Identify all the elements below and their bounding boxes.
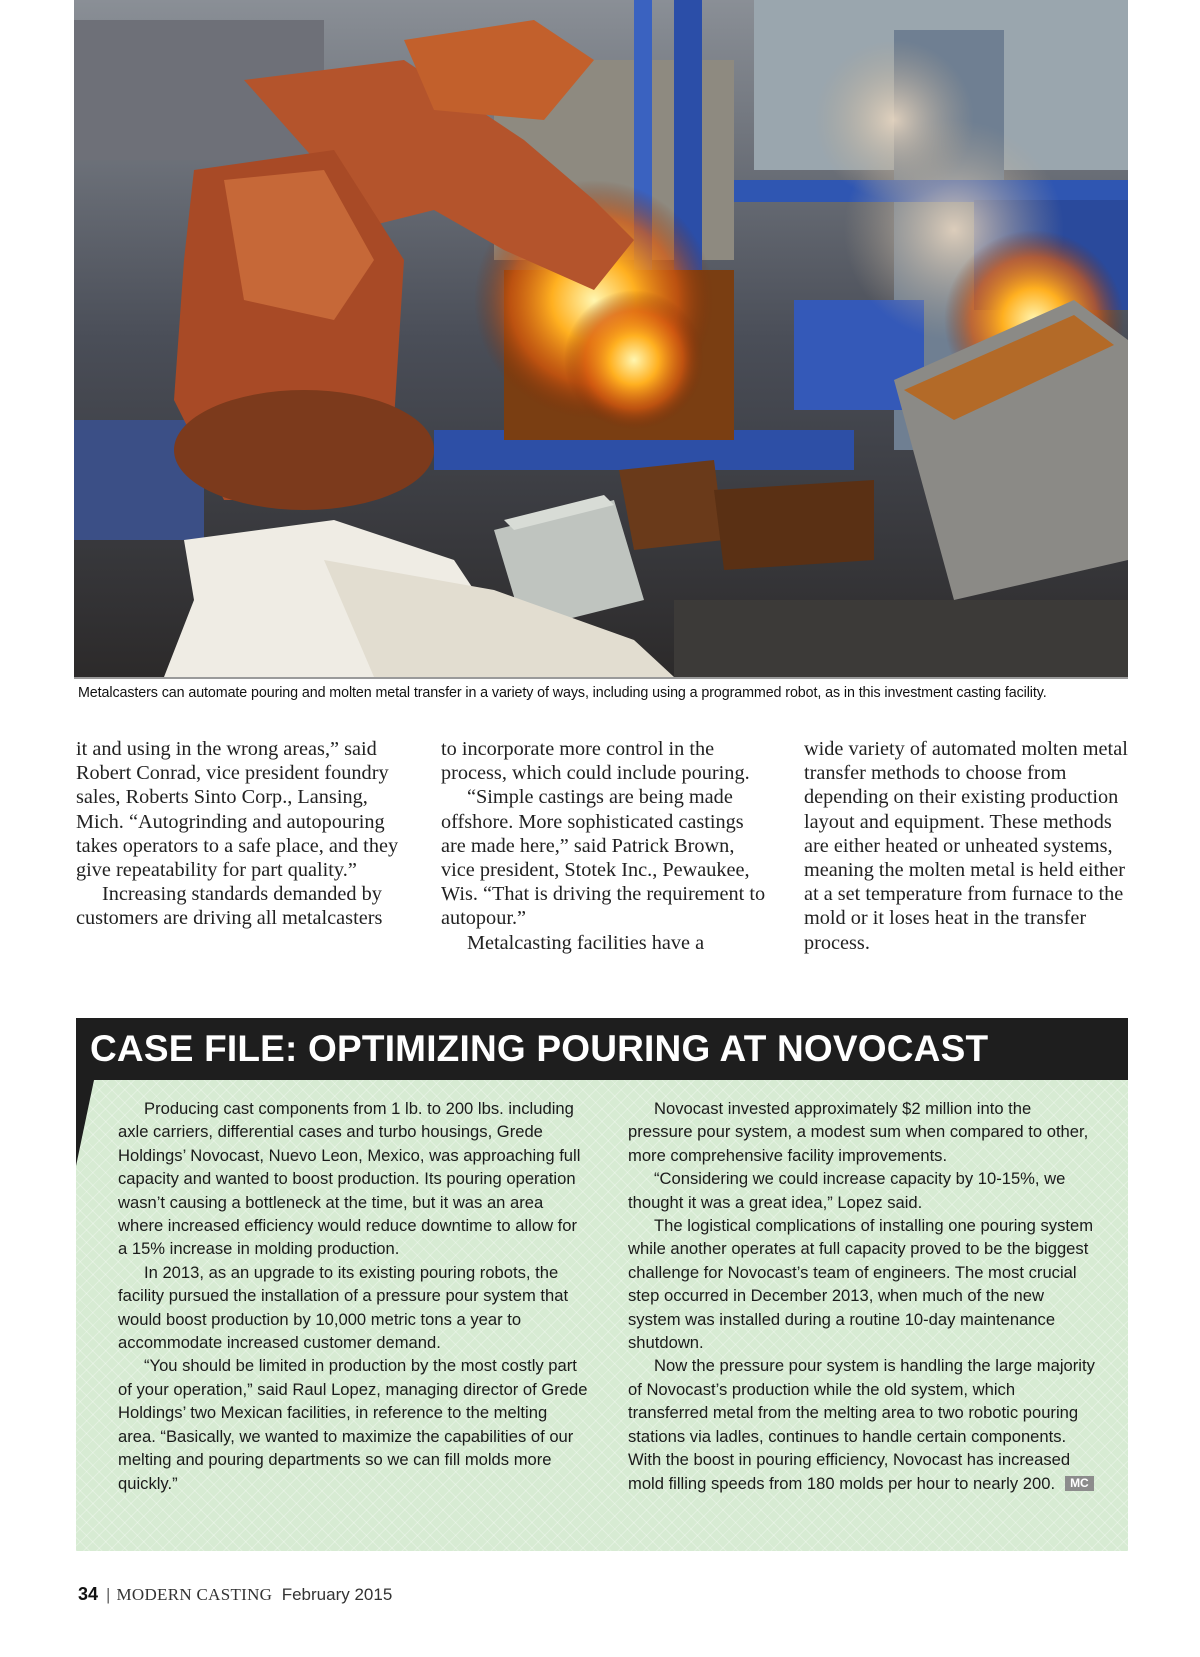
article-paragraph: to incorporate more control in the process, which could include pouring. [441, 738, 750, 785]
issue-date: February 2015 [281, 1585, 393, 1604]
article-column-2 [441, 737, 771, 955]
sidebar-paragraph: The logistical complications of installing one pouring system while another operates at full capacity proved to be the biggest challenge for Novocast’s team of engineers. The most crucial step occurred in December 2013, when much of the new system was installed during a routine 10-day maintenance shutdown. [628, 1216, 1094, 1353]
sidebar-paragraph: “You should be limited in production by the most costly part of your operation,” said Raul Lopez, managing director of Grede Holdings’ two Mexican facilities, in reference to the melting area. “Basically, we wanted to maximize the capabilities of our melting and pouring departments so we can fill molds more quickly.” [118, 1356, 588, 1493]
sidebar-column-2 [628, 1097, 1098, 1495]
sidebar-last-text: Now the pressure pour system is handling the large majority of Novocast’s production while the old system, which transferred metal from the melting area to two robotic pouring stations via ladles, continues to handle certain components. With the boost in pouring efficiency, Novocast has increased mold filling speeds from 180 molds per hour to nearly 200. [628, 1356, 1095, 1493]
sidebar-paragraph: Novocast invested approximately $2 million into the pressure pour system, a modest sum when compared to other, more comprehensive facility improvements. [628, 1099, 1089, 1165]
sidebar-paragraph: In 2013, as an upgrade to its existing pouring robots, the facility pursued the installation of a pressure pour system that would boost production by 10,000 metric tons a year to accommodate increased customer demand. [118, 1262, 569, 1353]
article-paragraph: wide variety of automated molten metal transfer methods to choose from depending on their existing production layout and equipment. These methods are either heated or unheated systems, meaning the molten metal is held either at a set temperature from furnace to the mold or it loses heat in the transfer process. [804, 738, 1128, 954]
sidebar-paragraph-last [628, 1354, 1098, 1494]
article-paragraph: Metalcasting facilities have a [467, 931, 705, 954]
sidebar-paragraph: Producing cast components from 1 lb. to 200 lbs. including axle carriers, differential cases and turbo housings, Grede Holdings’ Novocast, Nuevo Leon, Mexico, was approaching full capacity and wanted to boost production. Its pouring operation wasn’t causing a bottleneck at the time, but it was an area where increased efficiency would reduce downtime to allow for a 15% increase in molding production. [118, 1099, 581, 1259]
sidebar-corner-fold [76, 1080, 94, 1166]
article-paragraph: Increasing standards demanded by customers are driving all metalcasters [76, 883, 383, 930]
sidebar-paragraph: “Considering we could increase capacity by 10-15%, we thought it was a great idea,” Lopez said. [628, 1169, 1066, 1212]
sidebar-column-1 [118, 1097, 588, 1495]
photo-caption: Metalcasters can automate pouring and molten metal transfer in a variety of ways, including using a programmed robot, as in this investment casting facility. [74, 677, 1128, 707]
page-number: 34 [78, 1584, 99, 1604]
article-column-3 [804, 737, 1134, 955]
article-photo [74, 0, 1128, 677]
page-footer [78, 1584, 392, 1608]
magazine-name: MODERN CASTING [116, 1585, 273, 1604]
article-paragraph: “Simple castings are being made offshore. More sophisticated castings are made here,” said Patrick Brown, vice president, Stotek Inc., Pewaukee, Wis. “That is driving the requirement to autopour.” [441, 786, 766, 930]
sidebar-title: CASE FILE: OPTIMIZING POURING AT NOVOCAST [76, 1018, 1128, 1080]
foundry-robot-pouring-photo [74, 0, 1128, 677]
article-column-1 [76, 737, 406, 931]
footer-separator: | [106, 1585, 111, 1604]
article-paragraph: it and using in the wrong areas,” said Robert Conrad, vice president foundry sales, Roberts Sinto Corp., Lansing, Mich. “Autogrinding and autopouring takes operators to a safe place, and they give repeatability for part quality.” [76, 738, 399, 882]
end-mark-badge: MC [1065, 1476, 1094, 1491]
